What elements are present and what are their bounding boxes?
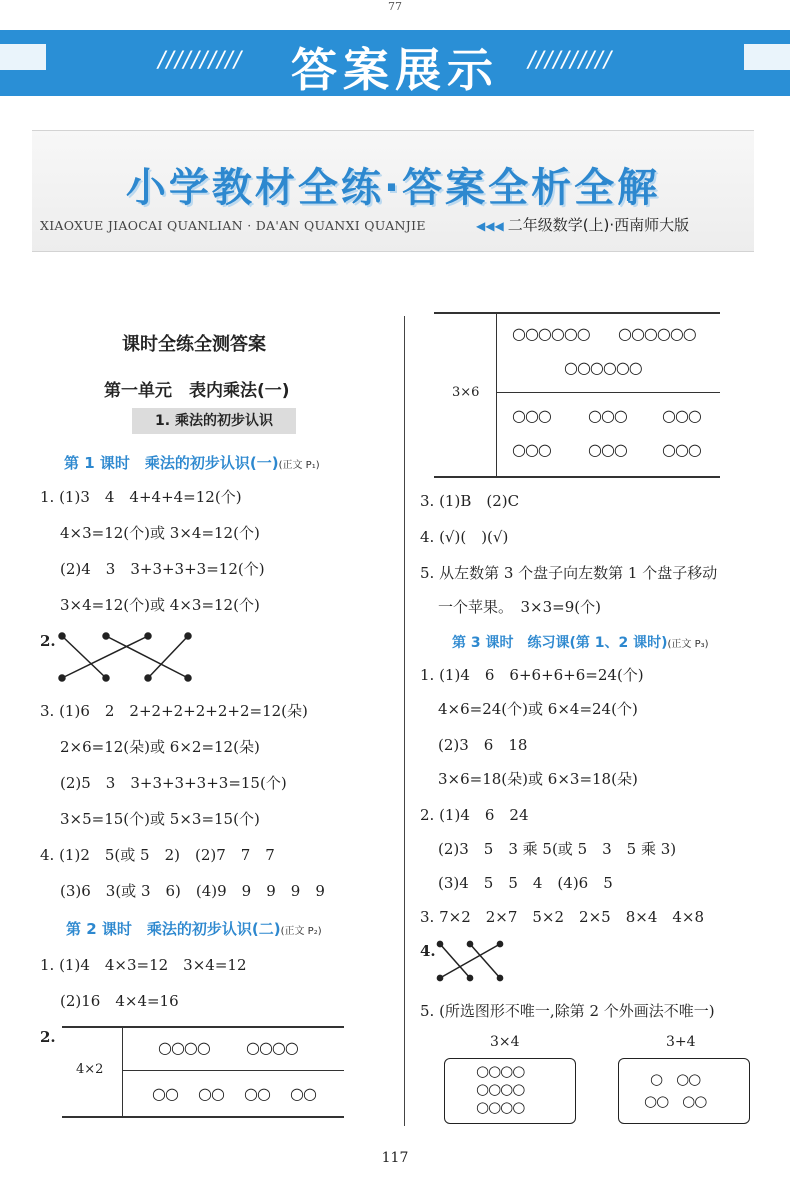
l1-q4-line1: 4. (1)2 5(或 5 2) (2)7 7 7 (40, 846, 275, 864)
r-circles-three: ○○○ (662, 440, 701, 459)
l1-q1-line1: 1. (1)3 4 4+4+4=12(个) (40, 488, 242, 506)
l1-q1-line2: 4×3=12(个)或 3×4=12(个) (60, 524, 260, 542)
l2-circles-group: ○○○○ (158, 1038, 210, 1057)
l2-table-vertical-rule (122, 1026, 123, 1116)
fig-right-row: ○○ ○○ (644, 1092, 707, 1110)
l1-q2-number: 2. (40, 632, 56, 650)
l2-table-bottom-rule (62, 1116, 344, 1118)
r-q3: 3. (1)B (2)C (420, 492, 520, 510)
r-circles-six: ○○○○○○ (564, 358, 642, 377)
banner-slashes-left: ////////// (158, 48, 243, 73)
lesson-3-ref: (正文 P₃) (667, 639, 709, 650)
l2-circles-pair: ○○ (290, 1084, 316, 1103)
fig-right-label: 3+4 (666, 1034, 696, 1050)
l1-q3-line2: 2×6=12(朵)或 6×2=12(朵) (60, 738, 260, 756)
r-circles-six: ○○○○○○ (618, 324, 696, 343)
l1-q3-line3: (2)5 3 3+3+3+3+3=15(个) (60, 774, 287, 792)
l2-table-label: 4×2 (76, 1062, 104, 1077)
lesson-1-title-text: 第 1 课时 乘法的初步认识(一) (64, 454, 279, 472)
fig-right-row: ○ ○○ (650, 1070, 701, 1088)
r-circles-three: ○○○ (588, 440, 627, 459)
r-circles-three: ○○○ (512, 440, 551, 459)
answers-heading: 课时全练全测答案 (122, 334, 266, 355)
answer-banner (0, 30, 790, 96)
l1-q2-matching-lines (56, 628, 206, 686)
l2-table-mid-rule (122, 1070, 344, 1071)
r-table-vertical-rule (496, 312, 497, 476)
r-circles-three: ○○○ (512, 406, 551, 425)
l3-q1-line3: (2)3 6 18 (438, 736, 528, 754)
lesson-1-ref: (正文 P₁) (278, 460, 320, 471)
l3-q1-line1: 1. (1)4 6 6+6+6+6=24(个) (420, 666, 644, 684)
banner-slashes-right: ////////// (528, 48, 613, 73)
l2-circles-pair: ○○ (244, 1084, 270, 1103)
r-circles-six: ○○○○○○ (512, 324, 590, 343)
r-q4: 4. (√)( )(√) (420, 528, 509, 546)
r-circles-three: ○○○ (662, 406, 701, 425)
l3-q3: 3. 7×2 2×7 5×2 2×5 8×4 4×8 (420, 908, 705, 926)
fig-left-row: ○○○○ (476, 1062, 525, 1080)
r-table-top-rule (434, 312, 720, 314)
edition-text: 二年级数学(上)·西南师大版 (507, 216, 690, 234)
edition-label (476, 214, 689, 235)
column-divider (404, 316, 405, 1126)
l2-circles-pair: ○○ (152, 1084, 178, 1103)
book-title: 小学教材全练·答案全析全解 (125, 165, 661, 211)
top-page-number: 77 (388, 0, 402, 13)
l3-q4-matching-lines (432, 938, 512, 984)
l3-q2-line1: 2. (1)4 6 24 (420, 806, 529, 824)
l2-table-top-rule (62, 1026, 344, 1028)
l1-q1-line3: (2)4 3 3+3+3+3=12(个) (60, 560, 265, 578)
page-number: 117 (381, 1150, 409, 1166)
l3-q2-line2: (2)3 5 3 乘 5(或 5 3 5 乘 3) (438, 840, 677, 858)
l1-q1-line4: 3×4=12(个)或 4×3=12(个) (60, 596, 260, 614)
fig-left-row: ○○○○ (476, 1080, 525, 1098)
l2-q1-line2: (2)16 4×4=16 (60, 992, 179, 1010)
lesson-1-title (64, 452, 320, 473)
l1-q3-line4: 3×5=15(个)或 5×3=15(个) (60, 810, 260, 828)
l3-q1-line2: 4×6=24(个)或 6×4=24(个) (438, 700, 638, 718)
l3-q4-number: 4. (420, 942, 436, 960)
lesson-2-ref: (正文 P₂) (280, 926, 322, 937)
fig-left-label: 3×4 (490, 1034, 520, 1050)
r-circles-three: ○○○ (588, 406, 627, 425)
arrow-icons: ◀◀◀ (476, 219, 504, 233)
section-tag: 1. 乘法的初步认识 (132, 408, 296, 434)
lesson-3-title (452, 632, 709, 652)
r-q5-line1: 5. 从左数第 3 个盘子向左数第 1 个盘子移动 (420, 564, 718, 582)
l1-q4-line2: (3)6 3(或 3 6) (4)9 9 9 9 9 (60, 882, 325, 900)
l2-q2-number: 2. (40, 1028, 56, 1046)
l3-q5: 5. (所选图形不唯一,除第 2 个外画法不唯一) (420, 1002, 715, 1020)
lesson-2-title (66, 918, 322, 939)
fig-left-row: ○○○○ (476, 1098, 525, 1116)
lesson-2-title-text: 第 2 课时 乘法的初步认识(二) (66, 920, 281, 938)
r-q5-line2: 一个苹果。 3×3=9(个) (438, 598, 601, 616)
r-table-bottom-rule (434, 476, 720, 478)
unit-heading: 第一单元 表内乘法(一) (104, 381, 290, 401)
l3-q1-line4: 3×6=18(朵)或 6×3=18(朵) (438, 770, 638, 788)
book-title-pinyin: XIAOXUE JIAOCAI QUANLIAN · DA'AN QUANXI QUANJIE (40, 218, 426, 233)
banner-title: 答案展示 (291, 43, 499, 97)
l2-circles-group: ○○○○ (246, 1038, 298, 1057)
l2-circles-pair: ○○ (198, 1084, 224, 1103)
r-table-label: 3×6 (452, 385, 480, 400)
l3-q2-line3: (3)4 5 5 4 (4)6 5 (438, 874, 613, 892)
lesson-3-title-text: 第 3 课时 练习课(第 1、2 课时) (452, 635, 668, 651)
r-table-mid-rule (496, 392, 720, 393)
l1-q3-line1: 3. (1)6 2 2+2+2+2+2+2=12(朵) (40, 702, 308, 720)
l2-q1-line1: 1. (1)4 4×3=12 3×4=12 (40, 956, 247, 974)
